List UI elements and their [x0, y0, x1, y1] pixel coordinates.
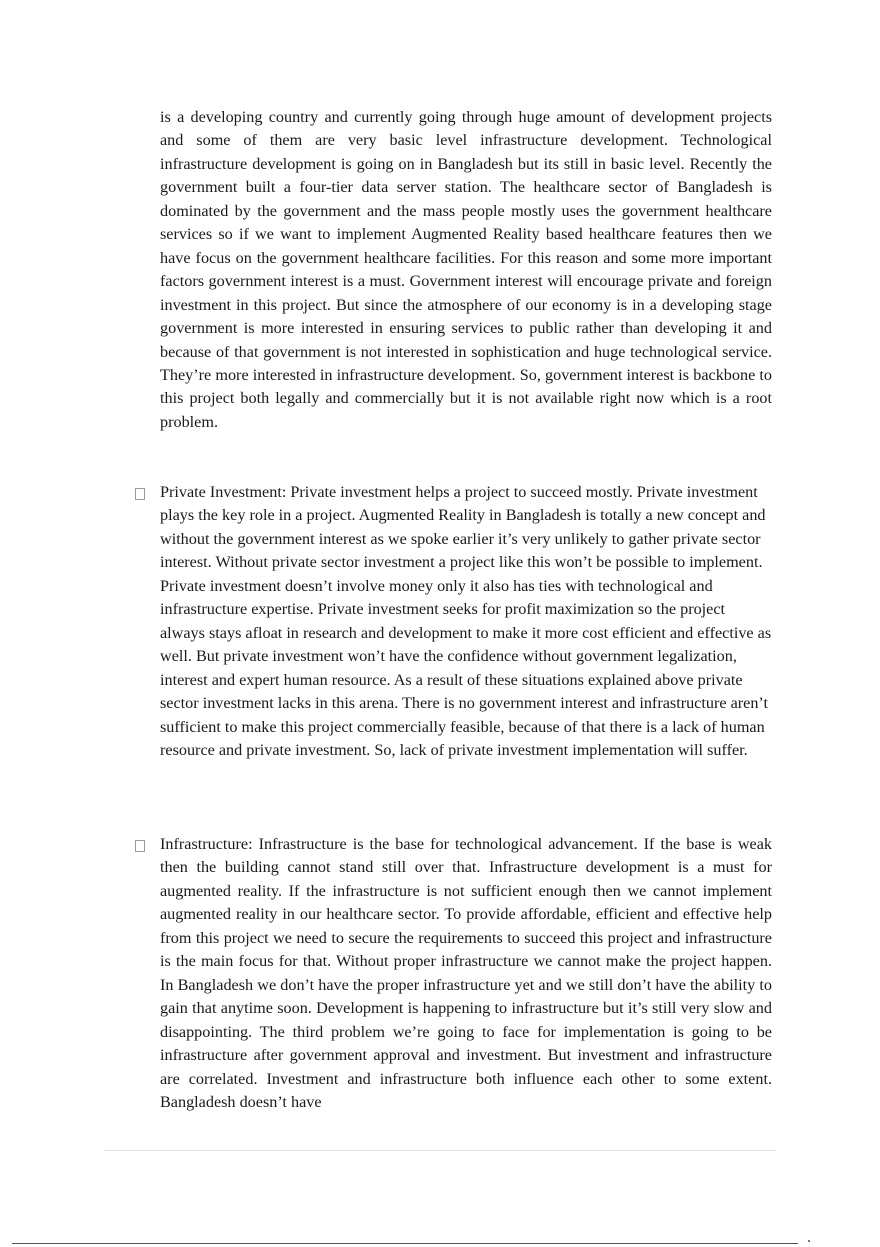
footer-divider [104, 1150, 776, 1151]
paragraph-private-investment: Private Investment: Private investment helps a project to succeed mostly. Private investment plays the key role in a project. Augmented Reality in Bangladesh is totally a new concept and without the government interest as we spoke earlier it’s very unlikely to gather private sector interest. Without private sector investment a project like this won’t be possible to implement. Private investment doesn’t involve money only it also has ties with technological and infrastructure expertise. Private investment seeks for profit maximization so the project always stays afloat in research and development to make it more cost efficient and effective as well. But private investment won’t have the confidence without government legalization, interest and expert human resource. As a result of these situations explained above private sector investment lacks in this arena. There is no government interest and infrastructure aren’t sufficient to make this project commercially feasible, because of that there is a lack of human resource and private investment. So, lack of private investment implementation will suffer. [160, 483, 772, 759]
paragraph-government-interest: is a developing country and currently going through huge amount of development projects and some of them are very basic level infrastructure development. Technological infrastructure development is going on in Bangladesh but its still in basic level. Recently the government built a four-tier data server station. The healthcare sector of Bangladesh is dominated by the government and the mass people mostly uses the government healthcare services so if we want to implement Augmented Reality based healthcare features then we have focus on the government healthcare facilities. For this reason and some more important factors government interest is a must. Government interest will encourage private and foreign investment in this project. But since the atmosphere of our economy is in a developing stage government is more interested in ensuring services to public rather than developing it and because of that government is not interested in sophistication and huge technological service. They’re more interested in infrastructure development. So, government interest is backbone to this project both legally and commercially but it is not available right now which is a root problem. [160, 108, 772, 431]
paragraph-infrastructure: Infrastructure: Infrastructure is the base for technological advancement. If the base is weak then the building cannot stand still over that. Infrastructure development is a must for augmented reality. If the infrastructure is not sufficient enough then we cannot implement augmented reality in our healthcare sector. To provide affordable, efficient and effective help from this project we need to secure the requirements to succeed this project and infrastructure is the main focus for that. Without proper infrastructure we cannot make the project happen. In Bangladesh we don’t have the proper infrastructure yet and we still don’t have the ability to gain that anytime soon. Development is happening to infrastructure but it’s still very slow and disappointing. The third problem we’re going to face for implementation is going to be infrastructure after government approval and investment. But investment and infrastructure are correlated. Investment and infrastructure both influence each other to some extent. Bangladesh doesn’t have [160, 835, 772, 1111]
checkbox-bullet-icon [135, 488, 145, 500]
page-bottom-edge [12, 1243, 798, 1244]
checkbox-bullet-icon [135, 840, 145, 852]
page-edge-mark [808, 1240, 810, 1242]
